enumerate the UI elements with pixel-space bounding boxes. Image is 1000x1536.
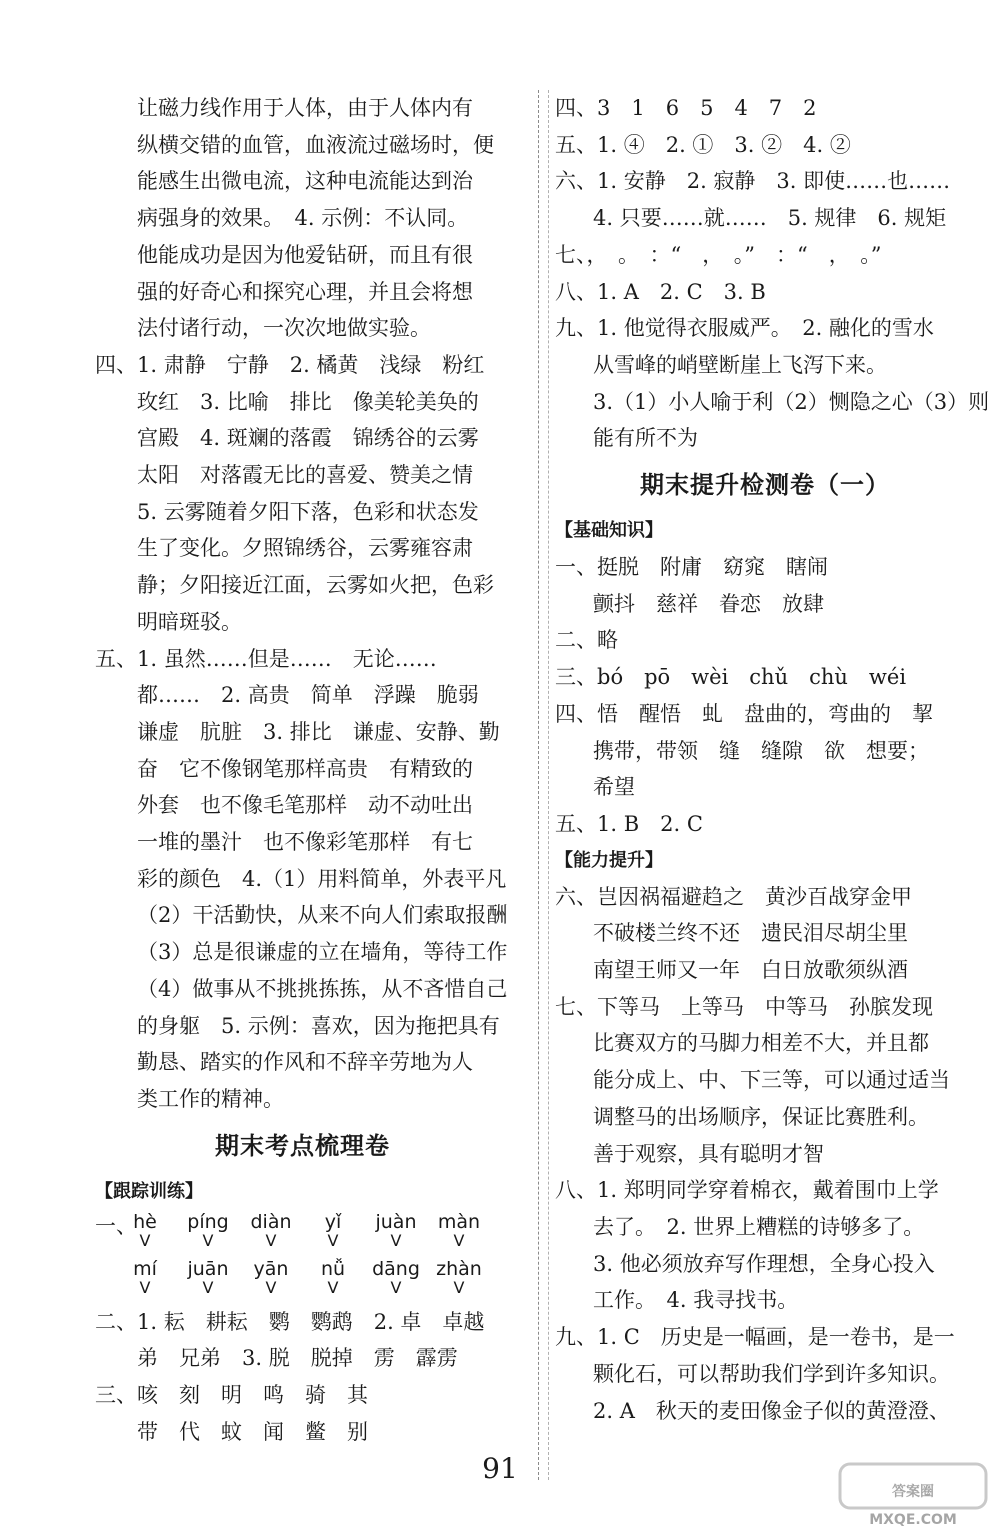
text-line: 让磁力线作用于人体，由于人体内有 (137, 96, 473, 120)
section-title: 期末考点梳理卷 (215, 1131, 390, 1160)
column-divider-secondary (548, 90, 549, 1480)
text-line: 法付诸行动，一次次地做实验。 (137, 316, 431, 341)
answer-line: 颤抖 慈祥 眷恋 放肆 (593, 591, 824, 616)
text-line: 病强身的效果。 4. 示例：不认同。 (137, 206, 469, 231)
answer-line: 3. 他必须放弃写作理想，全身心投入 (593, 1251, 935, 1276)
text-line: 太阳 对落霞无比的喜爱、赞美之情 (137, 463, 473, 488)
text-line: 能感生出微电流，这种电流能达到治 (137, 169, 473, 194)
watermark-text: 答案圈 (892, 1484, 934, 1500)
pinyin-item: yǐ V (324, 1210, 342, 1250)
answer-line: 七、下等马 上等马 中等马 孙膑发现 (555, 994, 933, 1019)
text-line: 一堆的墨汁 也不像彩笔那样 有七 (137, 830, 473, 855)
text-line: 5. 云雾随着夕阳下落，色彩和状态发 (137, 499, 479, 524)
question-number: 一、 (95, 1213, 137, 1238)
answer-line: 希望 (593, 775, 635, 800)
answer-line: 工作。 4. 我寻找书。 (593, 1288, 799, 1313)
text-line: 带 代 蚊 闻 鳖 别 (137, 1419, 368, 1444)
pinyin-item: nǚ V (320, 1257, 346, 1297)
pinyin-row (95, 1257, 510, 1304)
pinyin-item: juān V (187, 1257, 229, 1297)
column-divider (538, 90, 539, 1480)
answer-line: 八、1. A 2. C 3. B (555, 279, 766, 304)
section-title: 期末提升检测卷（一） (640, 471, 890, 500)
answer-line: 携带，带领 缝 缝隙 欲 想要； (593, 738, 929, 763)
answer-line: 九、1. 他觉得衣服威严。 2. 融化的雪水 (555, 316, 934, 341)
answer-line: 调整马的出场顺序，保证比赛胜利。 (593, 1104, 929, 1129)
pinyin-item: yān V (253, 1257, 289, 1297)
question-5: 五、1. 虽然……但是…… 无论…… (95, 646, 437, 671)
text-line: （2）干活勤快，从来不向人们索取报酬 (137, 903, 508, 928)
answer-line: 善于观察，具有聪明才智 (593, 1141, 824, 1166)
pinyin-item: mí V (133, 1257, 157, 1297)
answer-line: 颗化石，可以帮助我们学到许多知识。 (593, 1361, 950, 1386)
pinyin-item: dāng V (372, 1257, 420, 1297)
text-line: 的身躯 5. 示例：喜欢，因为拖把具有 (137, 1013, 500, 1038)
answer-line: 能有所不为 (593, 426, 698, 451)
answer-line: 三、bó pō wèi chǔ chù wéi (555, 665, 907, 690)
text-line: 静；夕阳接近江面，云雾如火把，色彩 (137, 573, 494, 598)
text-line: 奋 它不像钢笔那样高贵 有精致的 (137, 756, 473, 781)
answer-line: 2. A 秋天的麦田像金子似的黄澄澄、 (593, 1398, 950, 1423)
answer-line: 七、， 。 ：“ ， 。” ：“ ， 。” (555, 242, 882, 267)
section-label: 【能力提升】 (555, 849, 663, 871)
page-number: 91 (482, 1452, 518, 1485)
text-line: 玫红 3. 比喻 排比 像美轮美奂的 (137, 389, 479, 414)
answer-line: 不破楼兰终不还 遗民泪尽胡尘里 (593, 921, 908, 946)
section-label: 【基础知识】 (555, 520, 663, 542)
text-line: 纵横交错的血管，血液流过磁场时，便 (137, 132, 494, 157)
text-line: 都…… 2. 高贵 简单 浮躁 脆弱 (137, 683, 479, 708)
watermark-logo (838, 1460, 988, 1530)
text-line: （3）总是很谦虚的立在墙角，等待工作 (137, 940, 508, 965)
answer-line: 四、悟 醒悟 虬 盘曲的，弯曲的 挈 (555, 701, 933, 726)
answer-line: 八、1. 郑明同学穿着棉衣，戴着围巾上学 (555, 1178, 939, 1203)
text-line: 勤恳、踏实的作风和不辞辛劳地为人 (137, 1050, 473, 1075)
text-line: 强的好奇心和探究心理，并且会将想 (137, 279, 473, 304)
right-column (555, 90, 990, 1429)
answer-line: 从雪峰的峭壁断崖上飞泻下来。 (593, 352, 887, 377)
answer-line: 南望王师又一年 白日放歌须纵酒 (593, 958, 908, 983)
answer-line: 四、3 1 6 5 4 7 2 (555, 96, 817, 120)
answer-line: 去了。 2. 世界上糟糕的诗够多了。 (593, 1214, 925, 1239)
text-line: 类工作的精神。 (137, 1086, 284, 1111)
answer-line: 能分成上、中、下三等，可以通过适当 (593, 1068, 950, 1093)
pinyin-item: píng V (187, 1210, 229, 1250)
section-label: 【跟踪训练】 (95, 1180, 203, 1202)
question-2: 二、1. 耘 耕耘 鹦 鹦鹉 2. 卓 卓越 (95, 1309, 485, 1334)
pinyin-item: juàn V (375, 1210, 417, 1250)
text-line: 彩的颜色 4.（1）用料简单，外表平凡 (137, 866, 507, 891)
pinyin-item: zhàn V (436, 1257, 482, 1297)
answer-line: 3.（1）小人喻于利（2）恻隐之心（3）则 (593, 389, 990, 414)
text-line: 弟 兄弟 3. 脱 脱掉 雳 霹雳 (137, 1346, 458, 1371)
pinyin-row (95, 1210, 510, 1257)
answer-line: 五、1. ④ 2. ① 3. ② 4. ② (555, 132, 851, 157)
left-column (95, 90, 510, 1451)
pinyin-item: hè V (133, 1210, 157, 1250)
pinyin-item: màn V (437, 1210, 481, 1250)
question-3: 三、咳 刻 明 鸣 骑 其 (95, 1383, 368, 1408)
answer-line: 五、1. B 2. C (555, 811, 703, 836)
watermark-url: MXQE.COM (869, 1512, 957, 1528)
text-line: 宫殿 4. 斑斓的落霞 锦绣谷的云雾 (137, 426, 479, 451)
text-line: （4）做事从不挑挑拣拣，从不吝惜自己 (137, 976, 508, 1001)
text-line: 生了变化。夕照锦绣谷，云雾雍容肃 (137, 536, 473, 561)
answer-line: 二、略 (555, 628, 618, 653)
text-line: 明暗斑驳。 (137, 609, 242, 634)
text-line: 外套 也不像毛笔那样 动不动吐出 (137, 793, 473, 818)
answer-line: 一、挺脱 附庸 窈窕 瞎闹 (555, 555, 828, 580)
question-4: 四、1. 肃静 宁静 2. 橘黄 浅绿 粉红 (95, 352, 485, 377)
pinyin-item: diàn V (250, 1210, 292, 1250)
answer-line: 六、1. 安静 2. 寂静 3. 即使……也…… (555, 169, 951, 194)
text-line: 他能成功是因为他爱钻研，而且有很 (137, 242, 473, 267)
answer-line: 4. 只要……就…… 5. 规律 6. 规矩 (593, 206, 947, 231)
answer-line: 比赛双方的马脚力相差不大，并且都 (593, 1031, 929, 1056)
text-line: 谦虚 肮脏 3. 排比 谦虚、安静、勤 (137, 719, 500, 744)
answer-line: 九、1. C 历史是一幅画，是一卷书，是一 (555, 1325, 955, 1350)
answer-line: 六、岂因祸福避趋之 黄沙百战穿金甲 (555, 884, 912, 909)
